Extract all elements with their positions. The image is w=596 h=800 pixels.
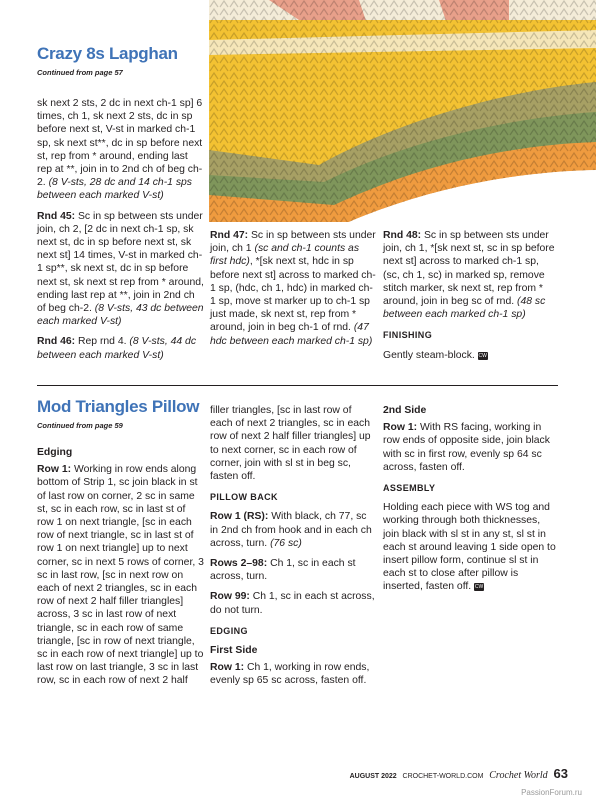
row-text: Working in row ends along bottom of Strip 1, sc join black in st of last row on corner, 2 sc in same st, sc in each row, sc in last st of row 1 on next triangle, [sc in each row of next triangle, sc in last st of row 1 on next triangle] up to next corner, sc in next 5 rows of corner, 3 sc in last row, [sc in next row on each of next 2 triangles, sc in each row of next 2 half filler triangles] across, 3 sc in last row of next triangle, sc in each row of same triangle, [sc in row of next triangle, sc in each row of next triangle] up to last row on last triangle, 3 sc in last row, sc in each row of next 2 half — [37, 464, 204, 687]
row-text: Ch 1, working in row ends, evenly sp 65 sc across, fasten off. — [210, 662, 370, 687]
lapghan-column-3 — [383, 229, 558, 362]
row-text: With RS facing, working in row ends of opposite side, join black with sc in first row, evenly sp 64 sc across, fasten off. — [383, 422, 550, 473]
row-label: Row 1 (RS): — [210, 511, 269, 523]
finishing-body: Gently steam-block. — [383, 349, 475, 361]
assembly-body: Holding each piece with WS tog and working through both thicknesses, join black with sl st in any st, sl st in each st around leaving 1 side open to insert pillow form, continue sl st in each st to close after pillow is inserted, fasten off. — [383, 502, 556, 593]
section-title-lapghan: Crazy 8s Lapghan — [37, 44, 178, 63]
page-number: 63 — [553, 766, 568, 781]
round-text: Sc in sp between sts under join, ch 2, [2 dc in next ch-1 sp, sk next st, dc in sp before next st, sk next st] 14 times, V-st in marked ch-1 sp**, sk next st, dc in sp before next st, sk next st rep from * around, ending last rep at **, join in 2nd ch of beg ch-2. — [37, 210, 204, 315]
round-47 — [210, 229, 376, 348]
edging-heading: EDGING — [210, 625, 248, 636]
stitch-count-note: (47 hdc between each marked ch-1 sp) — [210, 322, 373, 347]
row-label: Row 1: — [37, 464, 72, 476]
magazine-name: Crochet World — [489, 770, 548, 781]
finishing-heading: FINISHING — [383, 330, 433, 341]
edging-row-1 — [37, 463, 205, 687]
pillow-column-3 — [383, 404, 558, 594]
paragraph-text: sk next 2 sts, 2 dc in next ch-1 sp] 6 times, ch 1, sk next 2 sts, dc in sp before next st, V-st in marked ch-1 sp, sk next st**, dc in sp before next st, rep from * around, ending last rep at **, join in to 2nd ch of beg ch-2. — [37, 98, 203, 189]
row-label: Row 1: — [210, 662, 245, 674]
page-footer — [0, 766, 568, 781]
back-rows-2-98 — [210, 557, 376, 583]
round-46 — [37, 335, 205, 361]
row-label: Row 99: — [210, 591, 250, 603]
round-label: Rnd 47: — [210, 230, 249, 241]
round-45 — [37, 210, 205, 329]
continued-note: Continued from page 59 — [37, 421, 123, 430]
round-text: Sc in sp between sts under join, ch 1, *[sk next st, sc in sp before next st] across to marked ch-1 sp, (sc, ch 1, sc) in marked sp, remove stitch marker, sk next st, rep from * around, join in beg sc of rnd. — [383, 230, 555, 308]
pattern-paragraph — [37, 97, 205, 203]
stitch-count-note: (8 V-sts, 44 dc between each marked V-st) — [37, 336, 197, 361]
round-text: , *[sk next st, hdc in sp before next st] across to marked ch-1 sp, (hdc, ch 1, hdc) in marked ch-1 sp, move st marker up to ch-1 sp just made, sk next st, rep from * around, join in beg ch-1 of rnd. — [210, 256, 376, 334]
first-side-row-1 — [210, 661, 376, 687]
assembly-text — [383, 501, 558, 593]
row-text: Ch 1, sc in each st across, do not turn. — [210, 591, 375, 616]
pillow-column-1 — [37, 446, 205, 688]
stitch-count-note: (8 V-sts, 28 dc and 14 ch-1 sps between each marked V-st) — [37, 177, 192, 202]
stitch-note: (sc and ch-1 counts as first hdc) — [210, 243, 360, 268]
continued-note: Continued from page 57 — [37, 68, 123, 77]
website: CROCHET-WORLD.COM — [402, 773, 484, 780]
stitch-count-note: (48 sc between each marked ch-1 sp) — [383, 296, 546, 321]
stitch-count-note: (8 V-sts, 43 dc between each marked V-st) — [37, 303, 204, 328]
row-label: Rows 2–98: — [210, 558, 268, 570]
end-of-pattern-icon: CW — [474, 584, 484, 591]
watermark: PassionForum.ru — [521, 788, 582, 797]
row-text: With black, ch 77, sc in 2nd ch from hook and in each ch across, turn. — [210, 511, 372, 549]
second-side-heading: 2nd Side — [383, 405, 427, 416]
round-label: Rnd 48: — [383, 230, 422, 241]
edging-heading: Edging — [37, 447, 73, 458]
round-label: Rnd 45: — [37, 210, 76, 222]
back-row-99 — [210, 590, 376, 616]
row-text: Ch 1, sc in each st across, turn. — [210, 558, 356, 583]
finishing-text — [383, 349, 558, 362]
section-title-pillow: Mod Triangles Pillow — [37, 397, 200, 416]
row-label: Row 1: — [383, 422, 418, 434]
lapghan-column-2 — [210, 229, 376, 348]
round-text: Sc in sp between sts under join, ch 1 — [210, 230, 376, 255]
assembly-heading: ASSEMBLY — [383, 483, 436, 494]
second-side-row-1 — [383, 421, 558, 474]
lapghan-column-1 — [37, 97, 205, 362]
round-label: Rnd 46: — [37, 336, 76, 348]
round-text: Rep rnd 4. — [78, 336, 127, 348]
lapghan-edge-photo — [209, 0, 596, 222]
section-divider — [37, 385, 558, 386]
issue-date: AUGUST 2022 — [349, 773, 397, 780]
first-side-heading: First Side — [210, 645, 258, 657]
pillow-column-2 — [210, 404, 376, 688]
back-row-1 — [210, 510, 376, 550]
stitch-count-note: (76 sc) — [270, 537, 302, 549]
round-48 — [383, 229, 558, 321]
end-of-pattern-icon: CW — [478, 352, 487, 359]
paragraph-text: filler triangles, [sc in last row of each of next 2 triangles, sc in each row of next 2 half filler triangles] up to next corner, sc in each row of corner, join with sl st in beg sc, fasten off. — [210, 405, 371, 483]
pillow-back-heading: PILLOW BACK — [210, 492, 278, 503]
edging-continued — [210, 404, 376, 483]
